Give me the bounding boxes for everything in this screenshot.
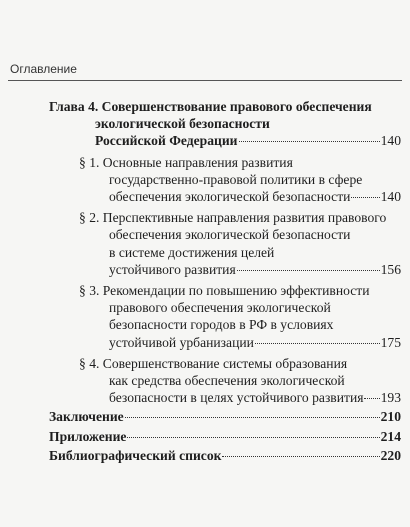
- appendix-entry[interactable]: [49, 428, 401, 445]
- section-1-line-1[interactable]: § 1. Основные направления развития: [79, 154, 293, 170]
- conclusion-page-number: 210: [380, 409, 401, 425]
- section-3-page-number: 175: [380, 334, 401, 350]
- dot-leader: [222, 456, 379, 457]
- section-2-page-number: 156: [380, 261, 401, 277]
- section-2-entry[interactable]: [109, 261, 401, 278]
- section-3-line-2[interactable]: правового обеспечения экологической: [109, 300, 331, 316]
- chapter-4-entry[interactable]: [95, 132, 401, 149]
- section-2-line-1[interactable]: § 2. Перспективные направления развития правового: [79, 210, 387, 226]
- bibliography-entry[interactable]: [49, 447, 401, 464]
- dot-leader: [239, 141, 380, 142]
- chapter-4-page-number: 140: [380, 133, 401, 149]
- section-2-line-2[interactable]: обеспечения экологической безопасности: [109, 227, 351, 243]
- chapter-4-title-line-3: Российской Федерации: [95, 133, 238, 149]
- section-3-line-3[interactable]: безопасности городов в РФ в условиях: [109, 317, 334, 333]
- section-2-line-4: устойчивого развития: [109, 261, 236, 277]
- dot-leader: [237, 270, 380, 271]
- bibliography-label: Библиографический список: [49, 447, 222, 463]
- section-4-page-number: 193: [380, 390, 401, 406]
- section-1-line-3: обеспечения экологической безопасности: [109, 189, 351, 204]
- section-4-entry[interactable]: [109, 389, 401, 406]
- section-2-line-3[interactable]: в системе достижения целей: [109, 244, 275, 260]
- dot-leader: [125, 417, 380, 418]
- chapter-4-title-line-1[interactable]: Глава 4. Совершенствование правового обеспечения: [49, 99, 372, 114]
- section-3-entry[interactable]: [109, 334, 401, 351]
- dot-leader: [351, 197, 379, 198]
- section-4-line-3: безопасности в целях устойчивого развития: [109, 390, 364, 406]
- dot-leader: [255, 343, 380, 344]
- section-1-line-2[interactable]: государственно-правовой политики в сфере: [109, 171, 363, 187]
- dot-leader: [127, 437, 379, 438]
- bibliography-page-number: 220: [380, 447, 401, 463]
- section-4-line-1[interactable]: § 4. Совершенствование системы образования: [79, 355, 348, 371]
- header-rule: [8, 80, 402, 81]
- section-3-line-4: устойчивой урбанизации: [109, 334, 254, 350]
- section-1-entry[interactable]: [109, 188, 401, 205]
- appendix-page-number: 214: [380, 428, 401, 444]
- conclusion-label: Заключение: [49, 409, 124, 425]
- dot-leader: [364, 398, 379, 399]
- appendix-label: Приложение: [49, 428, 127, 444]
- section-1-page-number: 140: [380, 189, 401, 204]
- chapter-4-title-line-2[interactable]: экологической безопасности: [95, 116, 270, 132]
- conclusion-entry[interactable]: [49, 408, 401, 425]
- section-4-line-2[interactable]: как средства обеспечения экологической: [109, 373, 345, 388]
- section-3-line-1[interactable]: § 3. Рекомендации по повышению эффективности: [79, 283, 370, 298]
- running-header: Оглавление: [10, 62, 77, 76]
